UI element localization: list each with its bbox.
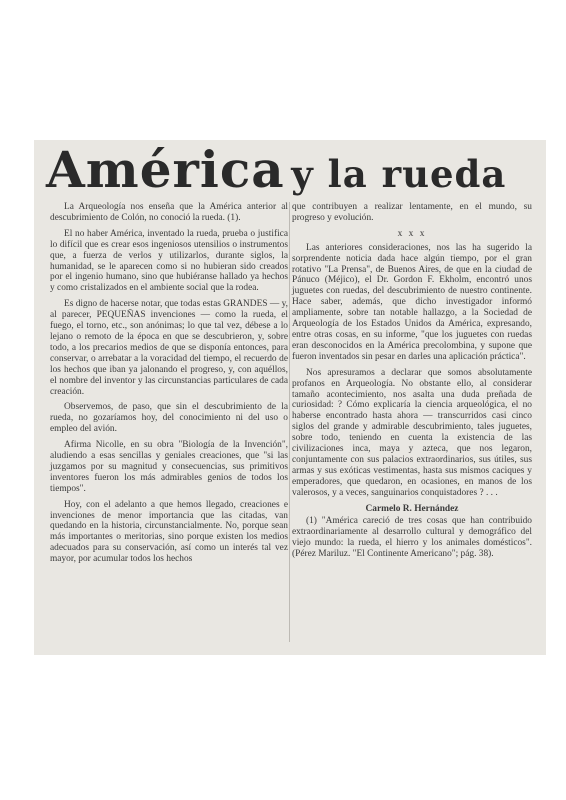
paragraph-continued: que contribuyen a realizar lentamente, en el mundo, su progreso y evolución. xyxy=(292,202,532,223)
paragraph: Las anteriores consideraciones, nos las ha sugerido la sorprendente noticia dada hace algún tiempo, por el gran rotativo "La Prensa", de Buenos Aires, de que en la ciudad de Pánuco (Méjico), el Dr. Gordon F. Ekholm, encontró unos juguetes con ruedas, del descubrimiento de nuestro continente. Hace saber, además, que dicho investigador informó ampliamente, sobre tan notable hallazgo, a la Sociedad de Arqueología de los Estados Unidos da América, expresando, entre otras cosas, en su informe, "que los juguetes con ruedas eran desconocidos en la América precolombina, y supone que fueron inventados sin pesar en darles una aplicación práctica". xyxy=(292,242,532,362)
paragraph: Es digno de hacerse notar, que todas estas GRANDES — y, al parecer, PEQUEÑAS invenciones — como la rueda, el fuego, el torno, etc., son anónimas; lo que tal vez, débese a lo lejano o remoto de la época en que se descubrieron, y, sobre todo, a los precarios medios de que se disponía entonces, para conservar, o arrebatar a la voracidad del tiempo, el recuerdo de los hechos que iban ya jalonando el progreso, y, con aquéllos, el nombre del inventor y las circunstancias particulares de cada creación. xyxy=(50,299,288,397)
column-divider xyxy=(289,202,290,642)
paragraph: Nos apresuramos a declarar que somos absolutamente profanos en Arqueología. No obstante ello, al considerar tamaño acontecimiento, nos asalta una duda preñada de curiosidad: ? Cómo explicaría la ciencia arqueológica, el no haberse encontrado hasta ahora — transcurridos casi cinco siglos del grande y admirable descubrimiento, tales juguetes, sobre todo, teniendo en cuenta la existencia de las civilizaciones inca, maya y azteca, que nos legaron, conjuntamente con sus palacios extraordinarios, sus útiles, sus armas y sus exóticas vestimentas, hasta sus mismos caciques y emperadores, que quedaron, en ocasiones, en manos de los valerosos, y a veces, sanguinarios conquistadores ? . . . xyxy=(292,367,532,498)
headline-main: América xyxy=(46,140,285,199)
author-byline: Carmelo R. Hernández xyxy=(365,503,459,514)
headline-rest: y la rueda xyxy=(291,152,507,196)
article-headline xyxy=(46,142,536,198)
paragraph: La Arqueología nos enseña que la América anterior al descubrimiento de Colón, no conoció la rueda. (1). xyxy=(50,202,288,223)
footnote: (1) "América careció de tres cosas que han contribuido extraordinariamente al desarrollo cultural y demográfico del viejo mundo: la rueda, el hierro y los animales domésticos". (Pérez Mariluz. "El Continente Americano"; pág. 38). xyxy=(292,516,532,560)
paragraph: Hoy, con el adelanto a que hemos llegado, creaciones e invenciones de menor importancia que las citadas, van quedando en la historia, circunstancialmente. No, porque sean más importantes o meritorias, sino porque existen los medios adecuados para su conservación, así como un interés tal vez mayor, por acumular todos los hechos xyxy=(50,499,288,565)
paragraph: Afirma Nicolle, en su obra "Biología de la Invención", aludiendo a esas sencillas y geniales creaciones, que "si las juzgamos por su magnitud y consecuencias, sus primitivos inventores fueron los más admirables genios de todos los tiempos". xyxy=(50,440,288,494)
newspaper-clipping xyxy=(34,140,546,655)
left-column xyxy=(50,202,288,570)
right-column xyxy=(292,202,532,565)
paragraph: El no haber América, inventado la rueda, prueba o justifica lo difícil que es crear esos ingeniosos utensilios o instrumentos que, a fuerza de verlos y utilizarlos, durante siglos, la humanidad, se le aparecen como si no hubieran sido creados por el ingenio humano, sino que hubiéranse hallado ya hechos y como cristalizados en el ambiente social que la rodea. xyxy=(50,228,288,294)
section-separator: x x x xyxy=(397,228,427,239)
paragraph: Observemos, de paso, que sin el descubrimiento de la rueda, no gozaríamos hoy, del conocimiento ni del uso o empleo del avión. xyxy=(50,402,288,435)
